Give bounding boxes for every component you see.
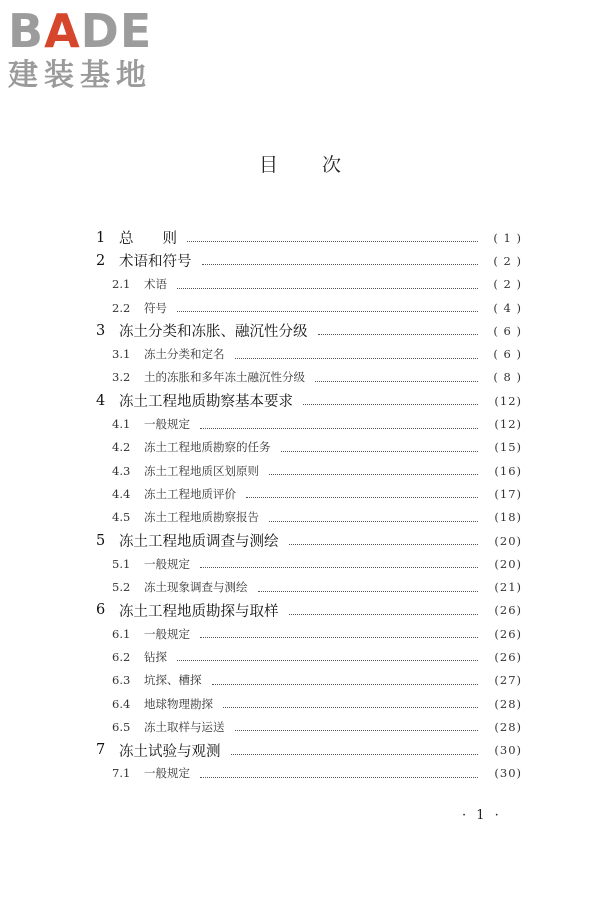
toc-section-entry[interactable] — [96, 459, 522, 482]
toc-entry-title: 冻土工程地质勘察的任务 — [144, 440, 271, 455]
toc-entry-number: 5 — [96, 532, 106, 549]
toc-entry-title: 一般规定 — [144, 417, 190, 432]
toc-section-entry[interactable] — [96, 692, 522, 715]
toc-entry-number: 6 — [96, 602, 106, 619]
toc-entry-number: 6.2 — [112, 649, 131, 664]
toc-entry-number: 5.1 — [112, 556, 131, 571]
toc-dot-leader — [318, 334, 479, 335]
toc-entry-page: (28) — [494, 719, 522, 734]
page-number: · 1 · — [462, 808, 502, 823]
toc-section-entry[interactable] — [96, 366, 522, 389]
toc-dot-leader — [202, 264, 479, 265]
toc-section-entry[interactable] — [96, 552, 522, 575]
toc-entry-number: 4.5 — [112, 510, 131, 525]
toc-dot-leader — [200, 567, 478, 568]
toc-entry-title: 冻土取样与运送 — [144, 719, 225, 734]
toc-entry-title: 一般规定 — [144, 626, 190, 641]
toc-dot-leader — [246, 497, 478, 498]
toc-section-entry[interactable] — [96, 622, 522, 645]
toc-section-entry[interactable] — [96, 575, 522, 598]
toc-dot-leader — [200, 428, 478, 429]
toc-dot-leader — [177, 288, 478, 289]
toc-section-entry[interactable] — [96, 436, 522, 459]
toc-entry-number: 4.4 — [112, 486, 131, 501]
toc-dot-leader — [281, 451, 479, 452]
toc-entry-page: (17) — [494, 486, 522, 501]
toc-entry-title: 总 则 — [119, 231, 177, 248]
toc-section-entry[interactable] — [96, 715, 522, 738]
toc-entry-page: (30) — [494, 743, 522, 758]
toc-entry-number: 2.1 — [112, 277, 131, 292]
toc-section-entry[interactable] — [96, 296, 522, 319]
toc-dot-leader — [289, 544, 479, 545]
toc-entry-title: 冻土分类和定名 — [144, 347, 225, 362]
toc-entry-page: (21) — [494, 580, 522, 595]
toc-entry-title: 符号 — [144, 300, 167, 315]
brand-wordmark-accent: A — [44, 4, 81, 58]
toc-dot-leader — [269, 521, 478, 522]
toc-section-entry[interactable] — [96, 273, 522, 296]
toc-dot-leader — [212, 684, 479, 685]
toc-entry-number: 2.2 — [112, 300, 131, 315]
toc-entry-number: 4.1 — [112, 417, 131, 432]
toc-entry-page: ( 8 ) — [493, 370, 522, 385]
toc-dot-leader — [223, 707, 478, 708]
toc-entry-page: (12) — [494, 393, 522, 408]
toc-dot-leader — [303, 404, 478, 405]
toc-chapter-entry[interactable] — [96, 249, 522, 272]
toc-entry-title: 冻土工程地质勘察报告 — [144, 510, 259, 525]
toc-entry-number: 7.1 — [112, 766, 131, 781]
toc-section-entry[interactable] — [96, 645, 522, 668]
toc-entry-number: 6.5 — [112, 719, 131, 734]
toc-entry-number: 3 — [96, 322, 106, 339]
toc-entry-number: 4 — [96, 392, 106, 409]
toc-entry-page: (18) — [494, 510, 522, 525]
toc-entry-page: (15) — [494, 440, 522, 455]
toc-entry-title: 冻土工程地质区划原则 — [144, 463, 259, 478]
toc-entry-title: 一般规定 — [144, 556, 190, 571]
toc-entry-page: (26) — [494, 603, 522, 618]
toc-dot-leader — [177, 311, 478, 312]
toc-entry-title: 土的冻胀和多年冻土融沉性分级 — [144, 370, 305, 385]
toc-section-entry[interactable] — [96, 412, 522, 435]
toc-entry-number: 4.3 — [112, 463, 131, 478]
toc-entry-page: (26) — [494, 649, 522, 664]
toc-chapter-entry[interactable] — [96, 389, 522, 412]
toc-section-entry[interactable] — [96, 342, 522, 365]
toc-dot-leader — [231, 754, 479, 755]
toc-entry-page: (30) — [494, 766, 522, 781]
toc-entry-page: (20) — [494, 556, 522, 571]
page-title: 目次 — [258, 154, 385, 176]
toc-entry-page: (26) — [494, 626, 522, 641]
toc-entry-title: 冻土试验与观测 — [119, 743, 221, 760]
toc-entry-number: 4.2 — [112, 440, 131, 455]
toc-dot-leader — [200, 777, 478, 778]
table-of-contents — [96, 226, 522, 785]
toc-entry-title: 钻探 — [144, 649, 167, 664]
toc-entry-number: 5.2 — [112, 580, 131, 595]
toc-entry-page: (27) — [494, 673, 522, 688]
toc-entry-number: 1 — [96, 229, 106, 246]
toc-dot-leader — [258, 591, 479, 592]
toc-dot-leader — [315, 381, 478, 382]
brand-subtitle: 建装基地 — [8, 58, 152, 93]
toc-dot-leader — [200, 637, 478, 638]
toc-chapter-entry[interactable] — [96, 226, 522, 249]
toc-dot-leader — [187, 241, 478, 242]
toc-entry-page: (12) — [494, 417, 522, 432]
toc-entry-title: 坑探、槽探 — [144, 673, 202, 688]
toc-entry-number: 6.4 — [112, 696, 131, 711]
toc-dot-leader — [177, 660, 478, 661]
toc-entry-page: ( 2 ) — [493, 277, 522, 292]
toc-dot-leader — [269, 474, 478, 475]
toc-entry-title: 地球物理勘探 — [144, 696, 213, 711]
toc-section-entry[interactable] — [96, 762, 522, 785]
toc-entry-title: 冻土工程地质评价 — [144, 486, 236, 501]
toc-entry-title: 冻土工程地质调查与测绘 — [119, 534, 279, 550]
toc-entry-number: 2 — [96, 252, 106, 269]
toc-entry-page: ( 2 ) — [493, 253, 522, 268]
toc-entry-page: (16) — [494, 463, 522, 478]
toc-entry-number: 6.3 — [112, 673, 131, 688]
brand-logo — [8, 6, 178, 94]
toc-chapter-entry[interactable] — [96, 529, 522, 552]
toc-entry-page: ( 6 ) — [493, 347, 522, 362]
toc-dot-leader — [289, 614, 479, 615]
toc-dot-leader — [235, 730, 479, 731]
toc-entry-title: 冻土分类和冻胀、融沉性分级 — [119, 324, 308, 341]
brand-wordmark-part: B — [8, 4, 45, 58]
toc-entry-title: 术语 — [144, 277, 167, 292]
toc-entry-page: ( 4 ) — [493, 300, 522, 315]
brand-wordmark — [8, 6, 178, 56]
toc-entry-page: (20) — [494, 533, 522, 548]
toc-section-entry[interactable] — [96, 482, 522, 505]
toc-entry-page: ( 6 ) — [493, 323, 522, 338]
toc-entry-number: 7 — [96, 742, 106, 759]
toc-chapter-entry[interactable] — [96, 739, 522, 762]
toc-entry-title: 冻土现象调查与测绘 — [144, 580, 248, 595]
toc-section-entry[interactable] — [96, 669, 522, 692]
toc-entry-number: 6.1 — [112, 626, 131, 641]
toc-entry-number: 3.1 — [112, 347, 131, 362]
toc-entry-page: ( 1 ) — [493, 230, 522, 245]
toc-chapter-entry[interactable] — [96, 319, 522, 342]
brand-wordmark-part: DE — [80, 4, 153, 58]
toc-dot-leader — [235, 358, 479, 359]
toc-chapter-entry[interactable] — [96, 599, 522, 622]
toc-entry-title: 冻土工程地质勘探与取样 — [119, 603, 279, 620]
toc-entry-title: 冻土工程地质勘察基本要求 — [119, 394, 293, 411]
toc-entry-title: 一般规定 — [144, 766, 190, 781]
toc-entry-page: (28) — [494, 696, 522, 711]
toc-entry-title: 术语和符号 — [119, 254, 192, 271]
toc-entry-number: 3.2 — [112, 370, 131, 385]
toc-section-entry[interactable] — [96, 506, 522, 529]
